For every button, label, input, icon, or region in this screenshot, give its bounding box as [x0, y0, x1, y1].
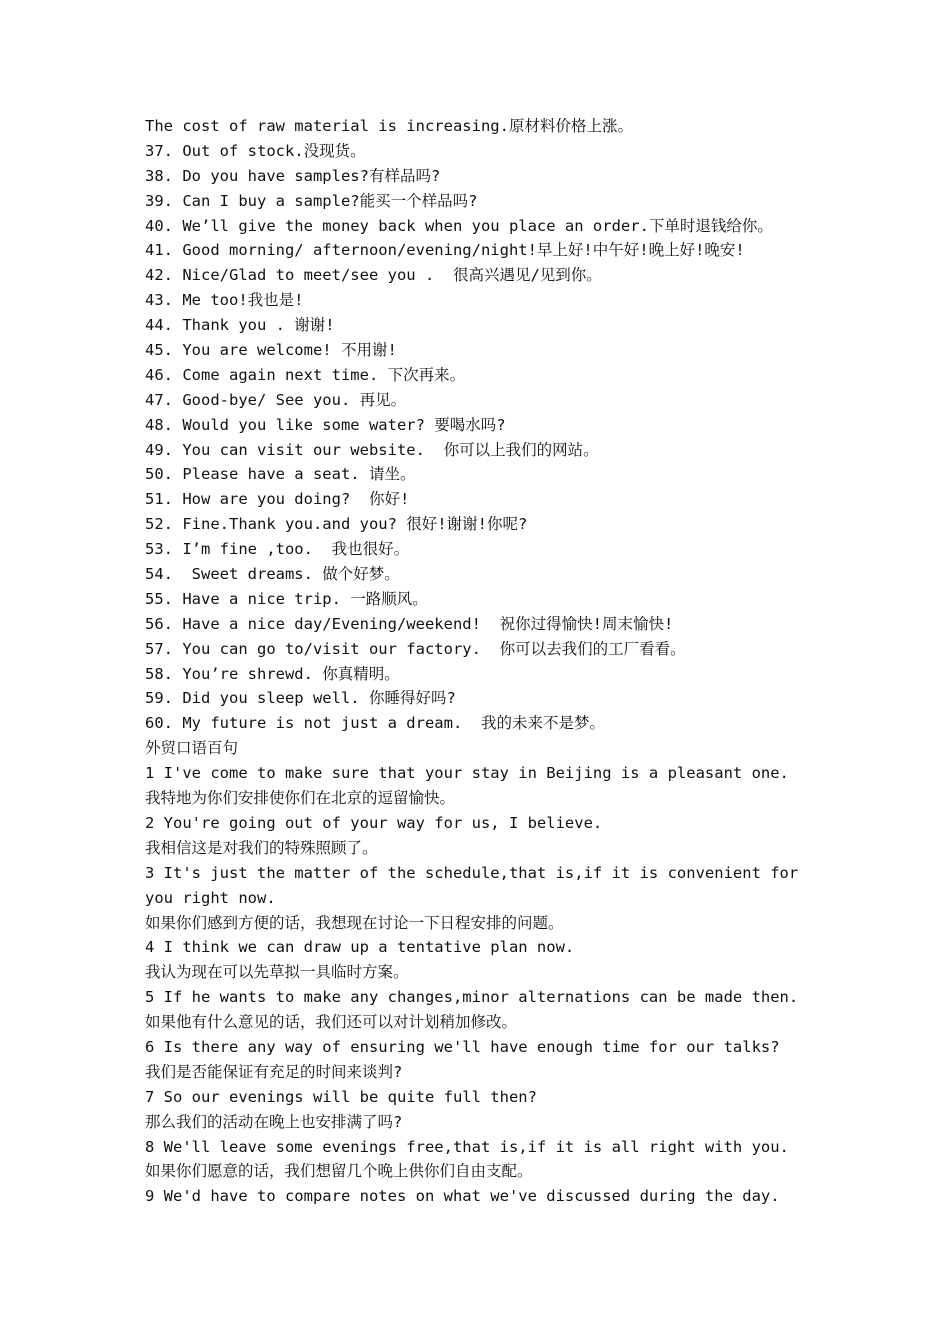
text-line: 8 We'll leave some evenings free,that is,if it is all right with you.: [145, 1137, 789, 1156]
text-line: 49. You can visit our website. 你可以上我们的网站。: [145, 440, 599, 459]
text-line: 7 So our evenings will be quite full then?: [145, 1087, 537, 1106]
text-line: 57. You can go to/visit our factory. 你可以去我们的工厂看看。: [145, 639, 686, 658]
text-line: 1 I've come to make sure that your stay in Beijing is a pleasant one.: [145, 764, 789, 783]
document-text: [145, 114, 845, 1209]
text-line: 52. Fine.Thank you.and you? 很好!谢谢!你呢?: [145, 515, 528, 534]
text-line: 6 Is there any way of ensuring we'll have enough time for our talks?: [145, 1037, 780, 1056]
text-line: 39. Can I buy a sample?能买一个样品吗?: [145, 191, 478, 210]
text-line: The cost of raw material is increasing.原材料价格上涨。: [145, 117, 633, 135]
text-line: 54. Sweet dreams. 做个好梦。: [145, 565, 400, 584]
text-line: 40. We’ll give the money back when you place an order.下单时退钱给你。: [145, 216, 773, 235]
text-line: 48. Would you like some water? 要喝水吗?: [145, 415, 506, 434]
text-line: you right now.: [145, 888, 276, 907]
text-line: 44. Thank you . 谢谢!: [145, 316, 335, 335]
text-line: 53. I’m fine ,too. 我也很好。: [145, 540, 410, 559]
text-line: 如果你们感到方便的话，我想现在讨论一下日程安排的问题。: [145, 913, 564, 932]
text-line: 60. My future is not just a dream. 我的未来不是梦。: [145, 714, 605, 733]
section-heading: 外贸口语百句: [145, 739, 239, 758]
text-line: 4 I think we can draw up a tentative plan now.: [145, 938, 575, 957]
text-line: 43. Me too!我也是!: [145, 291, 304, 310]
text-line: 9 We'd have to compare notes on what we've discussed during the day.: [145, 1187, 780, 1206]
text-line: 46. Come again next time. 下次再来。: [145, 365, 466, 384]
text-line: 50. Please have a seat. 请坐。: [145, 465, 416, 484]
text-line: 2 You're going out of your way for us, I believe.: [145, 813, 603, 832]
text-line: 37. Out of stock.没现货。: [145, 141, 366, 160]
text-line: 58. You’re shrewd. 你真精明。: [145, 664, 400, 683]
text-line: 我认为现在可以先草拟一具临时方案。: [145, 963, 409, 982]
text-line: 56. Have a nice day/Evening/weekend! 祝你过得愉快!周末愉快!: [145, 614, 674, 633]
text-line: 5 If he wants to make any changes,minor alternations can be made then.: [145, 988, 799, 1007]
text-line: 我相信这是对我们的特殊照顾了。: [145, 838, 378, 857]
text-line: 38. Do you have samples?有样品吗?: [145, 166, 441, 185]
text-line: 51. How are you doing? 你好!: [145, 490, 410, 509]
text-line: 45. You are welcome! 不用谢!: [145, 341, 397, 360]
text-line: 我们是否能保证有充足的时间来谈判?: [145, 1062, 403, 1081]
text-line: 42. Nice/Glad to meet/see you . 很高兴遇见/见到你。: [145, 266, 602, 285]
text-line: 我特地为你们安排使你们在北京的逗留愉快。: [145, 789, 456, 808]
text-line: 如果你们愿意的话，我们想留几个晚上供你们自由支配。: [145, 1162, 533, 1181]
text-line: 59. Did you sleep well. 你睡得好吗?: [145, 689, 456, 708]
text-line: 如果他有什么意见的话，我们还可以对计划稍加修改。: [145, 1013, 518, 1032]
text-line: 41. Good morning/ afternoon/evening/night!早上好!中午好!晚上好!晚安!: [145, 241, 745, 260]
text-line: 那么我们的活动在晚上也安排满了吗?: [145, 1112, 403, 1131]
text-line: 55. Have a nice trip. 一路顺风。: [145, 589, 428, 608]
text-line: 47. Good-bye/ See you. 再见。: [145, 390, 407, 409]
text-line: 3 It's just the matter of the schedule,that is,if it is convenient for: [145, 863, 799, 882]
